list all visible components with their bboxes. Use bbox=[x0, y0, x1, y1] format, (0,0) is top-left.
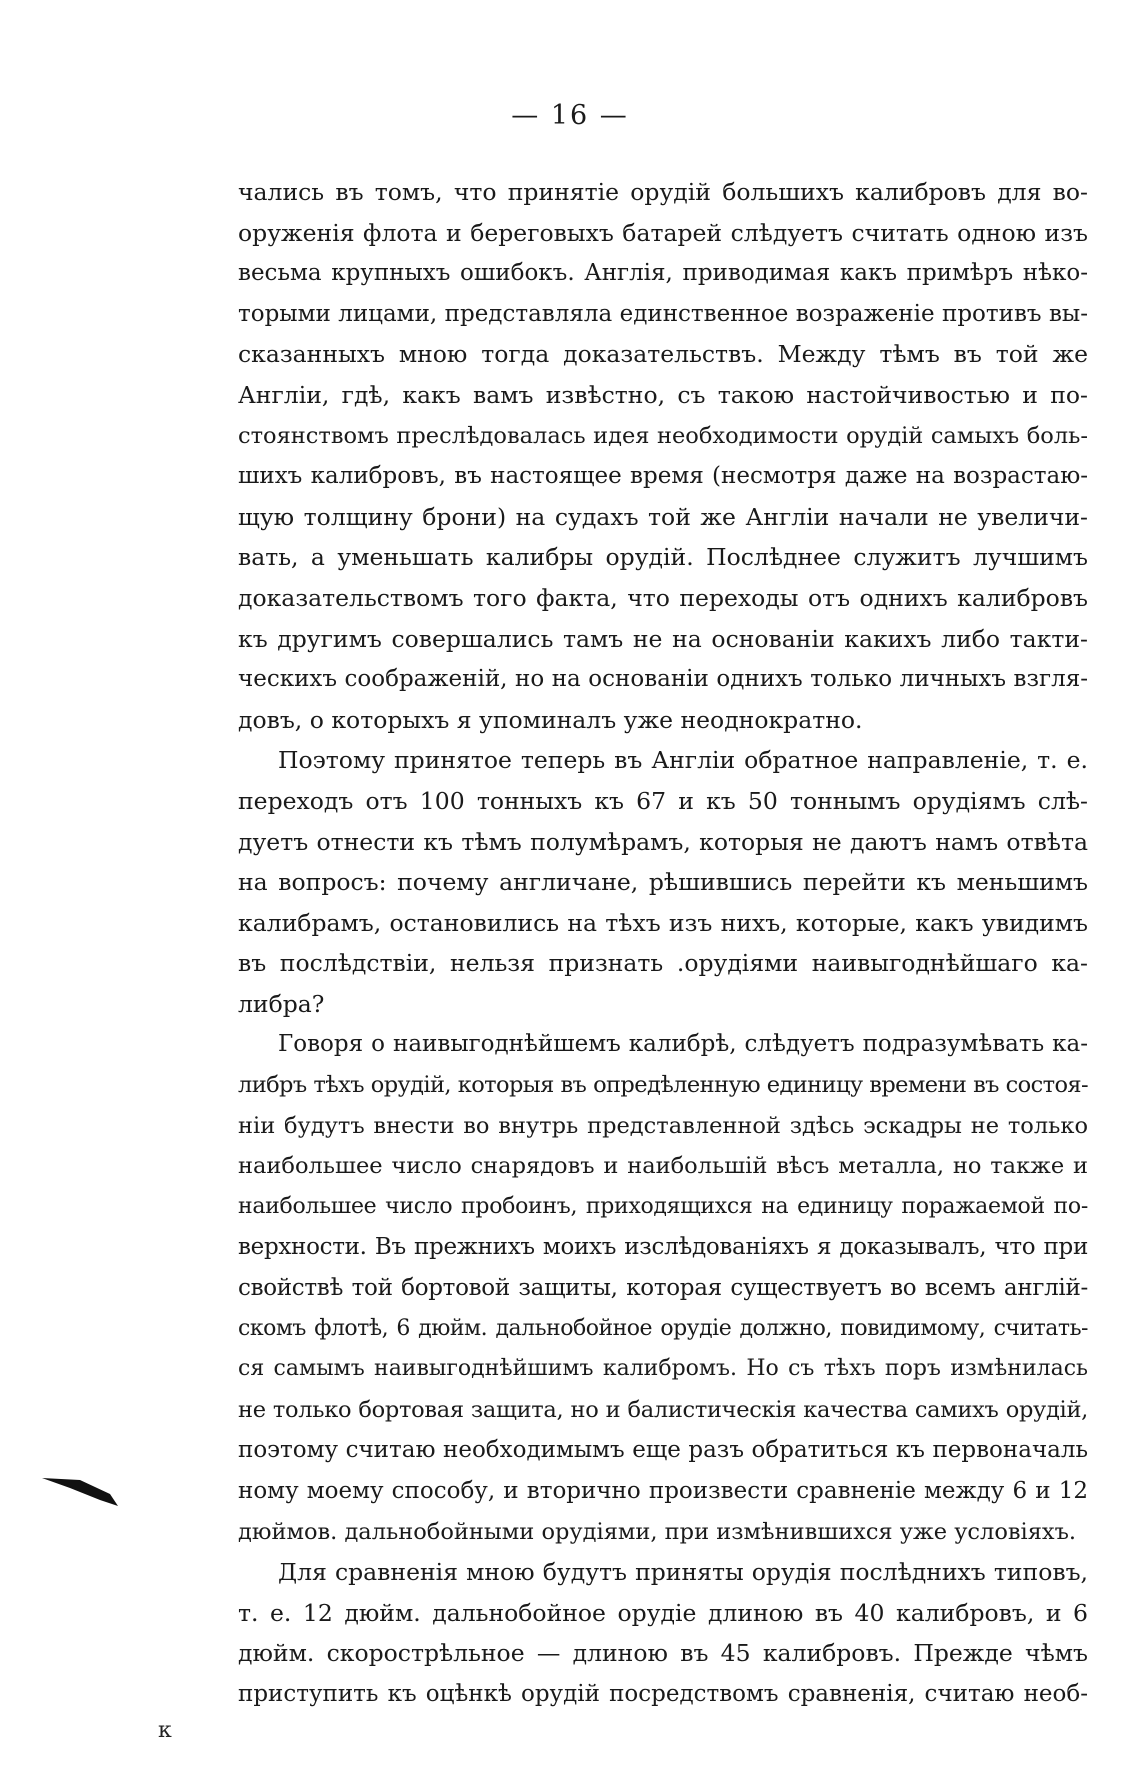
text-line: шихъ калибровъ, въ настоящее время (несмотря даже на возрастаю- bbox=[238, 463, 1088, 490]
text-line: ческихъ соображеній, но на основаніи однихъ только личныхъ взгля- bbox=[238, 666, 1088, 693]
text-line: доказательствомъ того факта, что переходы отъ однихъ калибровъ bbox=[238, 583, 1088, 612]
text-line: довъ, о которыхъ я упоминалъ уже неоднократно. bbox=[238, 705, 863, 734]
text-line: стоянствомъ преслѣдовалась идея необходимости орудій самыхъ боль- bbox=[238, 422, 1088, 449]
page-number: — 16 — bbox=[511, 100, 629, 131]
text-line: калибрамъ, остановились на тѣхъ изъ нихъ, которые, какъ увидимъ bbox=[238, 908, 1088, 937]
text-line: поэтому считаю необходимымъ еще разъ обратиться къ первоначаль bbox=[238, 1437, 1088, 1464]
text-line: торыми лицами, представляла единственное возраженіе противъ вы- bbox=[238, 300, 1088, 327]
text-line: верхности. Въ прежнихъ моихъ изслѣдованіяхъ я доказывалъ, что при bbox=[238, 1234, 1088, 1261]
text-line: Для сравненія мною будутъ приняты орудія послѣднихъ типовъ, bbox=[278, 1558, 1088, 1587]
paragraph-1 bbox=[238, 172, 1088, 740]
text-line: не только бортовая защита, но и балистическія качества самихъ орудій, bbox=[238, 1396, 1088, 1423]
text-line: въ послѣдствіи, нельзя признать .орудіями наивыгоднѣйшаго ка- bbox=[238, 949, 1088, 978]
text-line: наибольшее число снарядовъ и наибольшій вѣсъ металла, но также и bbox=[238, 1153, 1088, 1180]
text-line: наибольшее число пробоинъ, приходящихся на единицу поражаемой по- bbox=[238, 1193, 1088, 1219]
paragraph-3 bbox=[238, 1024, 1088, 1552]
text-line: на вопросъ: почему англичане, рѣшившись перейти къ меньшимъ bbox=[238, 868, 1088, 897]
text-line: либра? bbox=[238, 989, 325, 1018]
text-line: оруженія флота и береговыхъ батарей слѣдуетъ считать одною изъ bbox=[238, 218, 1088, 247]
paragraph-4 bbox=[238, 1552, 1088, 1714]
text-line: ся самымъ наивыгоднѣйшимъ калибромъ. Но съ тѣхъ поръ измѣнилась bbox=[238, 1356, 1088, 1382]
text-line: дуетъ отнести къ тѣмъ полумѣрамъ, которыя не даютъ намъ отвѣта bbox=[238, 827, 1088, 856]
body-text bbox=[238, 172, 1088, 1715]
text-line: вать, а уменьшать калибры орудій. Послѣднее служитъ лучшимъ bbox=[238, 543, 1088, 572]
text-line: весьма крупныхъ ошибокъ. Англія, приводимая какъ примѣръ нѣко- bbox=[238, 260, 1088, 287]
text-line: ному моему способу, и вторично произвести сравненіе между 6 и 12 bbox=[238, 1478, 1088, 1504]
text-line: т. е. 12 дюйм. дальнобойное орудіе длиною въ 40 калибровъ, и 6 bbox=[238, 1598, 1088, 1627]
text-line: Поэтому принятое теперь въ Англіи обратное направленіе, т. е. bbox=[278, 746, 1088, 775]
text-line: къ другимъ совершались тамъ не на основаніи какихъ либо такти- bbox=[238, 624, 1088, 653]
text-line: скомъ флотѣ, 6 дюйм. дальнобойное орудіе должно, повидимому, считать- bbox=[238, 1315, 1088, 1341]
text-line: свойствѣ той бортовой защиты, которая существуетъ во всемъ англій- bbox=[238, 1275, 1088, 1302]
text-line: Англіи, гдѣ, какъ вамъ извѣстно, съ такою настойчивостью и по- bbox=[238, 380, 1088, 409]
ink-mark-icon bbox=[40, 1470, 120, 1510]
text-line: чались въ томъ, что принятіе орудій большихъ калибровъ для во- bbox=[238, 178, 1088, 206]
text-line: сказанныхъ мною тогда доказательствъ. Между тѣмъ въ той же bbox=[238, 340, 1088, 369]
text-line: дюйм. скорострѣльное — длиною въ 45 калибровъ. Прежде чѣмъ bbox=[238, 1639, 1088, 1668]
text-line: ніи будутъ внести во внутрь представленной здѣсь эскадры не только bbox=[238, 1112, 1088, 1139]
text-line: щую толщину брони) на судахъ той же Англіи начали не увеличи- bbox=[238, 502, 1088, 531]
text-line: приступить къ оцѣнкѣ орудій посредствомъ сравненія, считаю необ- bbox=[238, 1680, 1088, 1707]
text-line: переходъ отъ 100 тонныхъ къ 67 и къ 50 тоннымъ орудіямъ слѣ- bbox=[238, 786, 1088, 815]
paragraph-2 bbox=[238, 740, 1088, 1024]
text-line: либръ тѣхъ орудій, которыя въ опредѣленную единицу времени въ состоя- bbox=[238, 1072, 1088, 1099]
margin-glyph: к bbox=[158, 1718, 172, 1743]
text-line: дюймов. дальнобойными орудіями, при измѣнившихся уже условіяхъ. bbox=[238, 1518, 1077, 1545]
text-line: Говоря о наивыгоднѣйшемъ калибрѣ, слѣдуетъ подразумѣвать ка- bbox=[278, 1031, 1088, 1058]
